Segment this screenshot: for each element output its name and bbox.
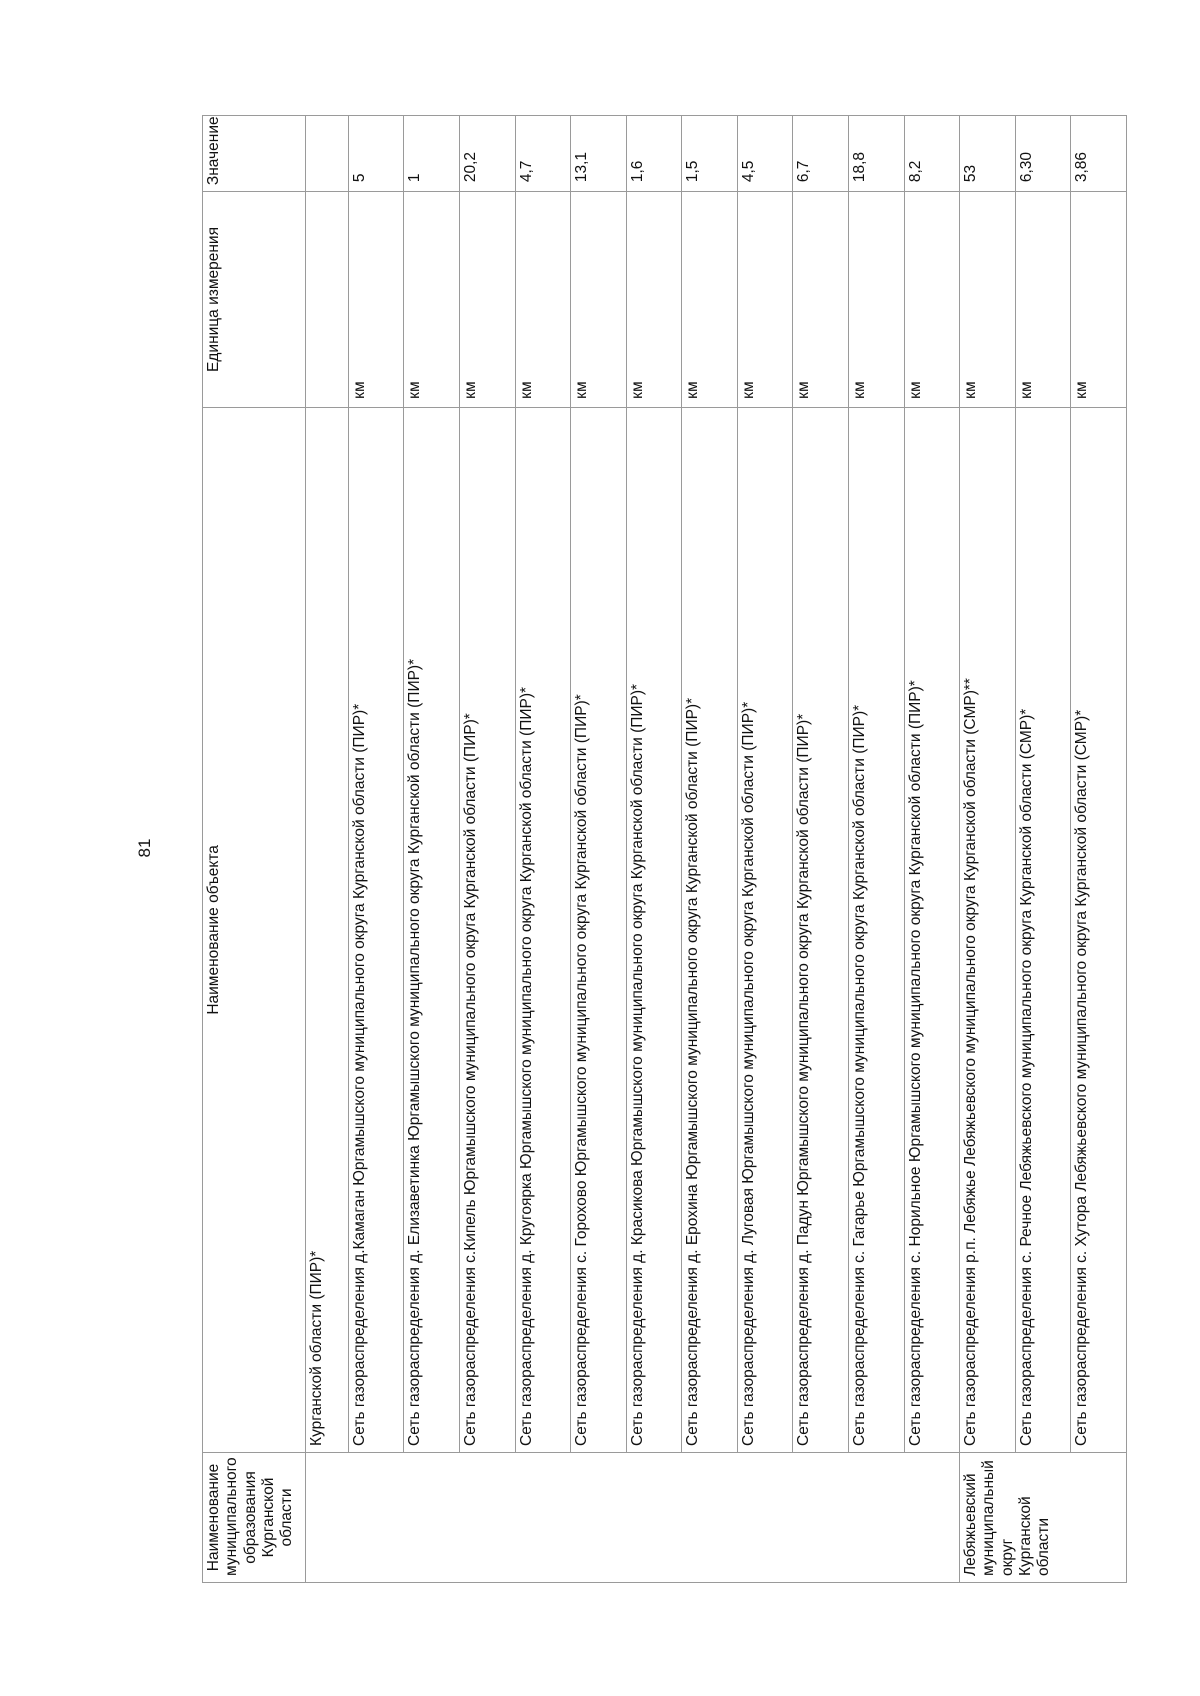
- table-row: [306, 116, 349, 1583]
- header-municipality: Наименование муниципального образования Курганской области: [203, 1452, 306, 1582]
- value-cell: [306, 116, 349, 192]
- object-cell: Сеть газораспределения с. Горохово Юргамышского муниципального округа Курганской области (ПИР)*: [571, 407, 627, 1452]
- object-cell: Сеть газораспределения д. Ерохина Юргамышского муниципального округа Курганской области (ПИР)*: [682, 407, 738, 1452]
- value-cell: 18,8: [849, 116, 905, 192]
- unit-cell: км: [960, 192, 1016, 408]
- value-cell: 6,30: [1015, 116, 1071, 192]
- object-cell: Сеть газораспределения с. Норильное Юргамышского муниципального округа Курганской области (ПИР)*: [904, 407, 960, 1452]
- object-cell: Сеть газораспределения д. Елизаветинка Юргамышского муниципального округа Курганской области (ПИР)*: [404, 407, 460, 1452]
- object-cell: Сеть газораспределения д. Луговая Юргамышского муниципального округа Курганской области (ПИР)*: [737, 407, 793, 1452]
- unit-cell: км: [1015, 192, 1071, 408]
- table-row: [515, 116, 571, 1583]
- object-cell: Сеть газораспределения д. Красикова Юргамышского муниципального округа Курганской области (ПИР)*: [626, 407, 682, 1452]
- unit-cell: км: [793, 192, 849, 408]
- unit-cell: км: [404, 192, 460, 408]
- object-cell: Сеть газораспределения с.Кипель Юргамышского муниципального округа Курганской области (ПИР)*: [459, 407, 515, 1452]
- object-cell: Курганской области (ПИР)*: [306, 407, 349, 1452]
- header-object: Наименование объекта: [203, 407, 306, 1452]
- unit-cell: км: [737, 192, 793, 408]
- value-cell: 8,2: [904, 116, 960, 192]
- table-row: [1071, 116, 1127, 1583]
- value-cell: 53: [960, 116, 1016, 192]
- table-row: [1015, 116, 1071, 1583]
- unit-cell: км: [682, 192, 738, 408]
- table-row: [571, 116, 627, 1583]
- value-cell: 6,7: [793, 116, 849, 192]
- object-cell: Сеть газораспределения д. Кругоярка Юргамышского муниципального округа Курганской области (ПИР)*: [515, 407, 571, 1452]
- unit-cell: км: [459, 192, 515, 408]
- object-cell: Сеть газораспределения д. Падун Юргамышского муниципального округа Курганской области (ПИР)*: [793, 407, 849, 1452]
- table-row: [849, 116, 905, 1583]
- object-cell: Сеть газораспределения р.п. Лебяжье Лебяжьевского муниципального округа Курганской области (СМР)**: [960, 407, 1016, 1452]
- unit-cell: км: [904, 192, 960, 408]
- table-row: [904, 116, 960, 1583]
- unit-cell: км: [849, 192, 905, 408]
- object-cell: Сеть газораспределения с. Речное Лебяжьевского муниципального округа Курганской области (СМР)*: [1015, 407, 1071, 1452]
- table-container: [202, 115, 1127, 1583]
- table-row: [626, 116, 682, 1583]
- header-unit: Единица измерения: [203, 192, 306, 408]
- municipality-cell: [306, 1452, 960, 1582]
- table-row: [348, 116, 404, 1583]
- object-cell: Сеть газораспределения с. Гагарье Юргамышского муниципального округа Курганской области (ПИР)*: [849, 407, 905, 1452]
- unit-cell: км: [626, 192, 682, 408]
- unit-cell: км: [1071, 192, 1127, 408]
- table-row: [737, 116, 793, 1583]
- value-cell: 1,6: [626, 116, 682, 192]
- value-cell: 4,5: [737, 116, 793, 192]
- gas-network-table: [202, 115, 1127, 1583]
- value-cell: 1,5: [682, 116, 738, 192]
- table-row: [682, 116, 738, 1583]
- value-cell: 4,7: [515, 116, 571, 192]
- value-cell: 1: [404, 116, 460, 192]
- table-row: [960, 116, 1016, 1583]
- value-cell: 5: [348, 116, 404, 192]
- header-value: Значение: [203, 116, 306, 192]
- page-number: 81: [135, 838, 154, 858]
- value-cell: 3,86: [1071, 116, 1127, 192]
- unit-cell: км: [515, 192, 571, 408]
- table-row: [459, 116, 515, 1583]
- unit-cell: км: [348, 192, 404, 408]
- unit-cell: км: [571, 192, 627, 408]
- table-row: [793, 116, 849, 1583]
- object-cell: Сеть газораспределения д.Камаган Юргамышского муниципального округа Курганской области (ПИР)*: [348, 407, 404, 1452]
- value-cell: 20,2: [459, 116, 515, 192]
- unit-cell: [306, 192, 349, 408]
- object-cell: Сеть газораспределения с. Хутора Лебяжьевского муниципального округа Курганской области (СМР)*: [1071, 407, 1127, 1452]
- municipality-cell: Лебяжьевский муниципальный округ Курганской области: [960, 1452, 1127, 1582]
- table-row: [404, 116, 460, 1583]
- value-cell: 13,1: [571, 116, 627, 192]
- table-header-row: [203, 116, 306, 1583]
